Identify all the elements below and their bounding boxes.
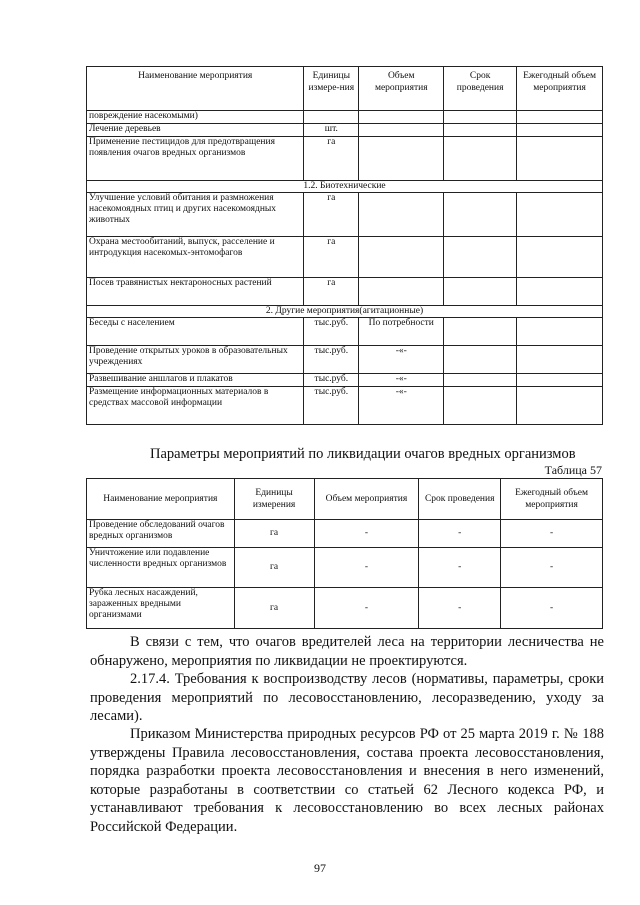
- row-name: Лечение деревьев: [87, 124, 304, 137]
- liquidation-measures-table: [86, 478, 603, 629]
- header-term: Срок проведения: [444, 67, 517, 111]
- header-volume: Объем мероприятия: [314, 479, 419, 520]
- row-name: Посев травянистых нектароносных растений: [87, 278, 304, 306]
- table-header-row: [87, 479, 603, 520]
- row-volume: [359, 278, 444, 306]
- row-unit: тыс.руб.: [304, 374, 359, 387]
- table-row: [87, 548, 603, 588]
- row-name: Проведение обследований очагов вредных организмов: [87, 520, 235, 548]
- table-row: [87, 193, 603, 237]
- row-annual: -: [501, 588, 603, 629]
- section-row: [87, 306, 603, 318]
- header-annual: Ежегодный объем мероприятия: [501, 479, 603, 520]
- row-term: -: [419, 520, 501, 548]
- header-unit: Единицы измерения: [234, 479, 314, 520]
- row-volume: По потребности: [359, 318, 444, 346]
- row-annual: -: [501, 548, 603, 588]
- header-term: Срок проведения: [419, 479, 501, 520]
- row-unit: тыс.руб.: [304, 387, 359, 425]
- row-volume: -: [314, 588, 419, 629]
- table-row: [87, 374, 603, 387]
- row-volume: -«-: [359, 387, 444, 425]
- row-volume: [359, 124, 444, 137]
- row-volume: -: [314, 520, 419, 548]
- table-row: [87, 318, 603, 346]
- row-name: Развешивание аншлагов и плакатов: [87, 374, 304, 387]
- header-name: Наименование мероприятия: [87, 67, 304, 111]
- row-unit: га: [304, 278, 359, 306]
- row-unit: га: [304, 137, 359, 181]
- row-name: Уничтожение или подавление численности вредных организмов: [87, 548, 235, 588]
- paragraph-no-foci: В связи с тем, что очагов вредителей леса на территории лесничества не обнаружено, мероприятия по ликвидации не проектируются.: [90, 634, 604, 669]
- table-caption: Параметры мероприятий по ликвидации очагов вредных организмов: [150, 446, 576, 462]
- row-volume: [359, 111, 444, 124]
- page-number: 97: [314, 861, 326, 875]
- table-row: [87, 387, 603, 425]
- section-biotechnical: 1.2. Биотехнические: [87, 181, 603, 193]
- row-name: повреждение насекомыми): [87, 111, 304, 124]
- measures-table-continued: [86, 66, 603, 425]
- table-row: [87, 278, 603, 306]
- table-header-row: [87, 67, 603, 111]
- row-name: Улучшение условий обитания и размножения насекомоядных птиц и других насекомоядных животных: [87, 193, 304, 237]
- row-unit: га: [234, 588, 314, 629]
- row-unit: тыс.руб.: [304, 318, 359, 346]
- row-volume: -«-: [359, 374, 444, 387]
- table-row: [87, 346, 603, 374]
- row-unit: га: [234, 548, 314, 588]
- row-unit: [304, 111, 359, 124]
- row-name: Применение пестицидов для предотвращения появления очагов вредных организмов: [87, 137, 304, 181]
- row-term: -: [419, 588, 501, 629]
- paragraph-order: Приказом Министерства природных ресурсов РФ от 25 марта 2019 г. № 188 утверждены Правила лесовосстановления, состава проекта лесовосстановления, порядка разработки проекта лесовосстановления и внесения в него изменений, которые разработаны в соответствии со статьей 62 Лесного кодекса РФ, и устанавливают требования к лесовосстановлению во всех лесных районах Российской Федерации.: [90, 726, 604, 835]
- row-unit: га: [304, 237, 359, 278]
- row-name: Беседы с населением: [87, 318, 304, 346]
- row-volume: [359, 193, 444, 237]
- row-name: Рубка лесных насаждений, зараженных вредными организмами: [87, 588, 235, 629]
- header-unit: Единицы измере-ния: [304, 67, 359, 111]
- table-row: [87, 124, 603, 137]
- header-name: Наименование мероприятия: [87, 479, 235, 520]
- table-number: Таблица 57: [544, 463, 602, 477]
- row-volume: [359, 137, 444, 181]
- row-unit: шт.: [304, 124, 359, 137]
- header-annual: Ежегодный объем мероприятия: [517, 67, 603, 111]
- row-volume: [359, 237, 444, 278]
- row-volume: -«-: [359, 346, 444, 374]
- table-row: [87, 111, 603, 124]
- row-unit: га: [234, 520, 314, 548]
- table-row: [87, 237, 603, 278]
- row-unit: тыс.руб.: [304, 346, 359, 374]
- table-row: [87, 520, 603, 548]
- section-other: 2. Другие мероприятия(агитационные): [87, 306, 603, 318]
- section-row: [87, 181, 603, 193]
- row-annual: -: [501, 520, 603, 548]
- row-name: Размещение информационных материалов в средствах массовой информации: [87, 387, 304, 425]
- row-name: Проведение открытых уроков в образовательных учреждениях: [87, 346, 304, 374]
- table-row: [87, 137, 603, 181]
- paragraph-requirements-heading: 2.17.4. Требования к воспроизводству лесов (нормативы, параметры, сроки проведения мероприятий по лесовосстановлению, лесоразведению, уходу за лесами).: [90, 671, 604, 724]
- row-volume: -: [314, 548, 419, 588]
- row-term: -: [419, 548, 501, 588]
- table-row: [87, 588, 603, 629]
- row-unit: га: [304, 193, 359, 237]
- header-volume: Объем мероприятия: [359, 67, 444, 111]
- row-name: Охрана местообитаний, выпуск, расселение и интродукция насекомых-энтомофагов: [87, 237, 304, 278]
